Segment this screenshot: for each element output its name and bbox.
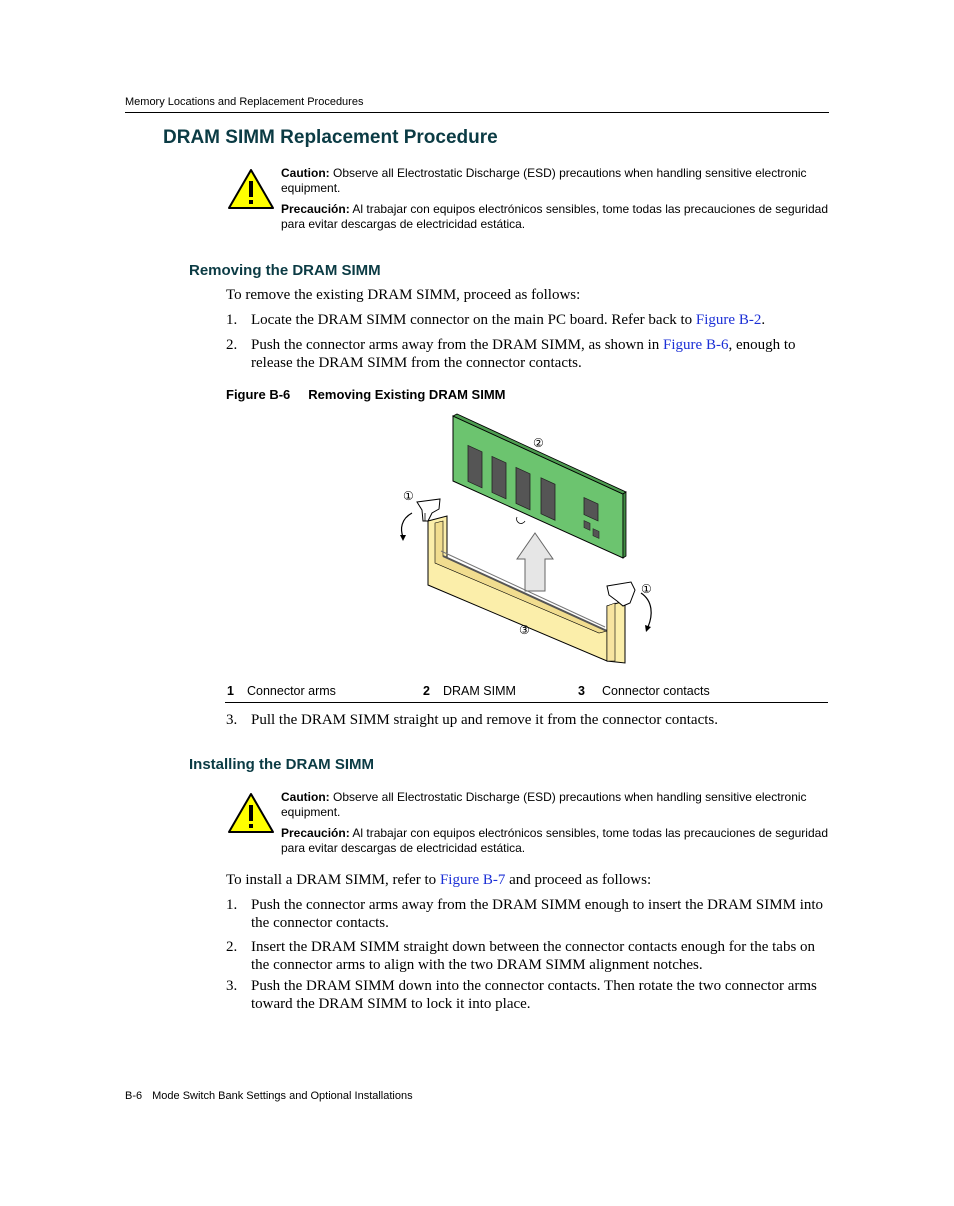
removing-heading: Removing the DRAM SIMM — [189, 262, 381, 279]
caution-text: Observe all Electrostatic Discharge (ESD) precautions when handling sensitive electronic equipment. — [281, 166, 807, 195]
dram-simm-illustration — [395, 413, 665, 668]
callout-2: ② — [533, 436, 544, 450]
legend-item — [227, 684, 234, 698]
figure-title: Removing Existing DRAM SIMM — [308, 387, 506, 402]
step-number: 3. — [226, 978, 238, 994]
left-connector-arm — [417, 499, 440, 521]
header-rule — [125, 112, 829, 113]
step-text: . — [761, 312, 766, 328]
page-footer — [125, 1090, 413, 1102]
right-connector-arm — [607, 582, 635, 606]
legend-label: DRAM SIMM — [443, 684, 516, 698]
step-number: 2. — [226, 337, 238, 353]
precaucion-text: Al trabajar con equipos electrónicos sensibles, tome todas las precauciones de seguridad para evitar descargas de electricidad estática. — [281, 202, 828, 231]
figure-number: Figure B-6 — [226, 387, 291, 402]
caution-label: Caution: — [281, 790, 330, 804]
caution-label: Caution: — [281, 166, 330, 180]
caution-icon — [227, 792, 275, 834]
intro-text: To install a DRAM SIMM, refer to — [226, 872, 440, 888]
footer-title: Mode Switch Bank Settings and Optional Installations — [152, 1090, 413, 1102]
legend-label: Connector contacts — [602, 684, 710, 698]
figure-b7-link[interactable]: Figure B-7 — [439, 872, 506, 888]
precaucion-text: Al trabajar con equipos electrónicos sensibles, tome todas las precauciones de seguridad para evitar descargas de electricidad estática. — [281, 826, 828, 855]
legend-item — [578, 684, 585, 698]
callout-3: ③ — [519, 623, 530, 637]
step-text: Push the connector arms away from the DRAM SIMM, as shown in — [251, 337, 664, 353]
step-number: 1. — [226, 312, 238, 328]
legend-number: 1 — [227, 684, 234, 698]
removing-intro: To remove the existing DRAM SIMM, proceed as follows: — [226, 287, 581, 303]
precaucion-label: Precaución: — [281, 826, 350, 840]
step-number: 3. — [226, 712, 238, 728]
figure-b6-link[interactable]: Figure B-6 — [663, 337, 729, 353]
legend-number: 3 — [578, 684, 585, 698]
legend-number: 2 — [423, 684, 430, 698]
callout-1-left: ① — [403, 489, 414, 503]
legend-rule — [225, 702, 828, 703]
intro-text: and proceed as follows: — [505, 872, 652, 888]
legend-label: Connector arms — [247, 684, 336, 698]
installing-step-2: Insert the DRAM SIMM straight down between the connector contacts enough for the tabs on the connector arms to align with the two DRAM SIMM alignment notches. — [251, 939, 816, 973]
callout-1-right: ① — [641, 582, 652, 596]
caution-icon — [227, 168, 275, 210]
running-header: Memory Locations and Replacement Procedures — [125, 96, 364, 108]
removing-step-2 — [251, 337, 831, 372]
removing-step-1 — [251, 312, 831, 330]
step-number: 2. — [226, 939, 238, 955]
step-number: 1. — [226, 897, 238, 913]
page-number: B-6 — [125, 1090, 143, 1102]
caution-block — [281, 790, 831, 856]
figure-caption — [226, 387, 505, 402]
section-title: DRAM SIMM Replacement Procedure — [163, 127, 498, 148]
caution-text: Observe all Electrostatic Discharge (ESD) precautions when handling sensitive electronic equipment. — [281, 790, 807, 819]
legend-item — [423, 684, 430, 698]
figure-b2-link[interactable]: Figure B-2 — [695, 312, 762, 328]
installing-intro — [226, 872, 651, 889]
step-text: , enough to release the DRAM SIMM from the connector contacts. — [251, 337, 796, 371]
removing-step-3: Pull the DRAM SIMM straight up and remove it from the connector contacts. — [251, 712, 718, 728]
caution-block — [281, 166, 831, 232]
step-text: Locate the DRAM SIMM connector on the main PC board. Refer back to — [251, 312, 696, 328]
installing-step-1: Push the connector arms away from the DRAM SIMM enough to insert the DRAM SIMM into the connector contacts. — [251, 897, 824, 931]
precaucion-label: Precaución: — [281, 202, 350, 216]
installing-step-3: Push the DRAM SIMM down into the connector contacts. Then rotate the two connector arms toward the DRAM SIMM to lock it into place. — [251, 978, 817, 1012]
installing-heading: Installing the DRAM SIMM — [189, 756, 374, 773]
